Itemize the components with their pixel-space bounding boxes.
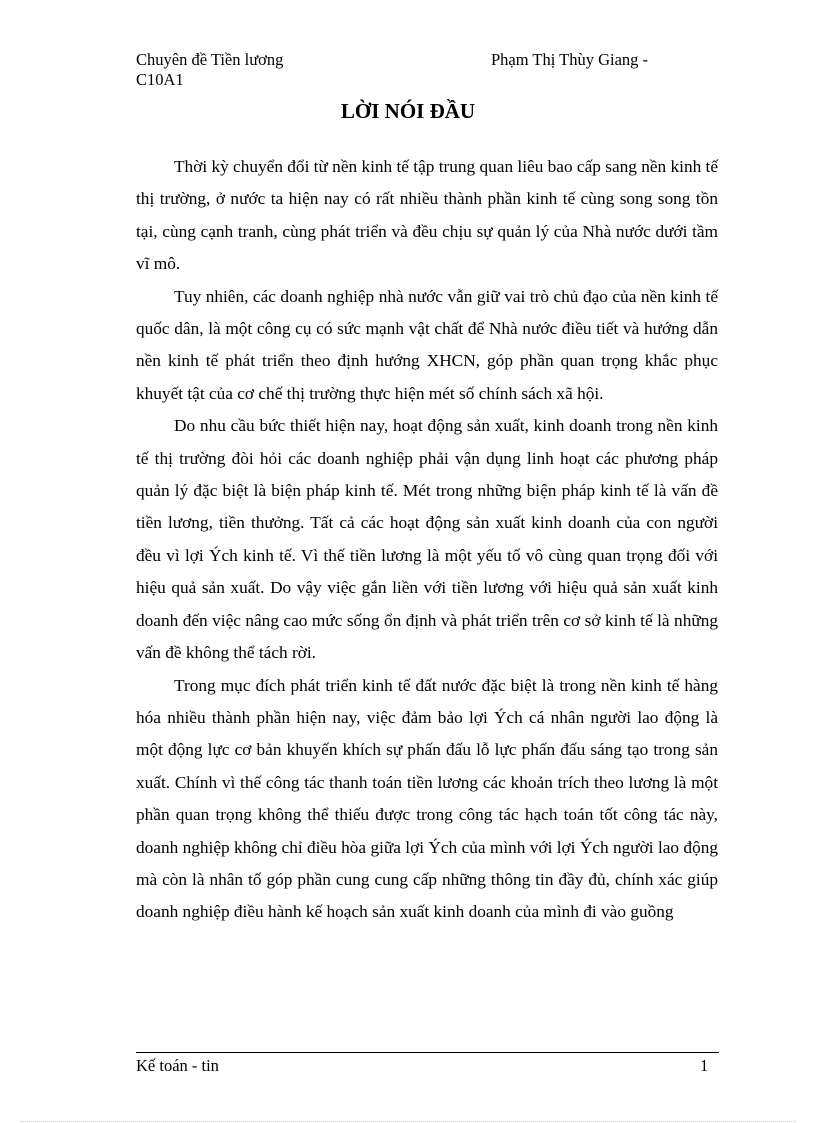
paragraph-3: Do nhu cầu bức thiết hiện nay, hoạt động sản xuất, kinh doanh trong nền kinh tế thị trường đòi hỏi các doanh nghiệp phải vận dụng linh hoạt các phương pháp quản lý đặc biệt là biện pháp kinh tế. Mét trong những biện pháp kinh tế là vấn đề tiền lương, tiền thưởng. Tất cả các hoạt động sản xuất kinh doanh của con người đều vì lợi Ých kinh tế. Vì thế tiền lương là một yếu tố vô cùng quan trọng đối với hiệu quả sản xuất. Do vậy việc gắn liền với tiền lương với hiệu quả sản xuất kinh doanh đến việc nâng cao mức sống ổn định và phát triển trên cơ sở kinh tế là những vấn đề không thể tách rời. [136, 416, 718, 663]
header-class: C10A1 [136, 70, 184, 89]
footer-department: Kế toán - tin [136, 1056, 219, 1075]
header-author: Phạm Thị Thùy Giang - [491, 50, 649, 69]
footer-divider [136, 1052, 719, 1053]
paragraph-1: Thời kỳ chuyển đổi từ nền kinh tế tập trung quan liêu bao cấp sang nền kinh tế thị trường, ở nước ta hiện nay có rất nhiều thành phần kinh tế cùng song song tồn tại, cùng cạnh tranh, cùng phát triển và đều chịu sự quản lý của Nhà nước dưới tầm vĩ mô. [136, 157, 719, 274]
page-bottom-border [20, 1121, 796, 1122]
page-number: 1 [700, 1056, 709, 1075]
document-body [136, 151, 718, 929]
paragraph-4: Trong mục đích phát triển kinh tế đất nước đặc biệt là trong nền kinh tế hàng hóa nhiều thành phần hiện nay, việc đảm bảo lợi Ých cá nhân người lao động là một động lực cơ bản khuyến khích sự phấn đấu lỗ lực phấn đấu sáng tạo trong sản xuất. Chính vì thế công tác thanh toán tiền lương các khoản trích theo lương là một phần quan trọng không thể thiếu được trong công tác hạch toán tốt công tác này, doanh nghiệp không chỉ điều hòa giữa lợi Ých của mình với lợi Ých người lao động mà còn là nhân tố góp phần cung cung cấp những thông tin đầy đủ, chính xác giúp doanh nghiệp điều hành kế hoạch sản xuất kinh doanh của mình đi vào guồng [136, 675, 718, 922]
paragraph-2: Tuy nhiên, các doanh nghiệp nhà nước vẫn giữ vai trò chủ đạo của nền kinh tế quốc dân, là một công cụ có sức mạnh vật chất để Nhà nước điều tiết và hướng dẫn nền kinh tế phát triển theo định hướng XHCN, góp phần quan trọng khắc phục khuyết tật của cơ chế thị trường thực hiện mét số chính sách xã hội. [136, 286, 718, 403]
header-topic: Chuyên đề Tiền lương [136, 50, 284, 69]
document-title: LỜI NÓI ĐẦU [340, 99, 476, 123]
